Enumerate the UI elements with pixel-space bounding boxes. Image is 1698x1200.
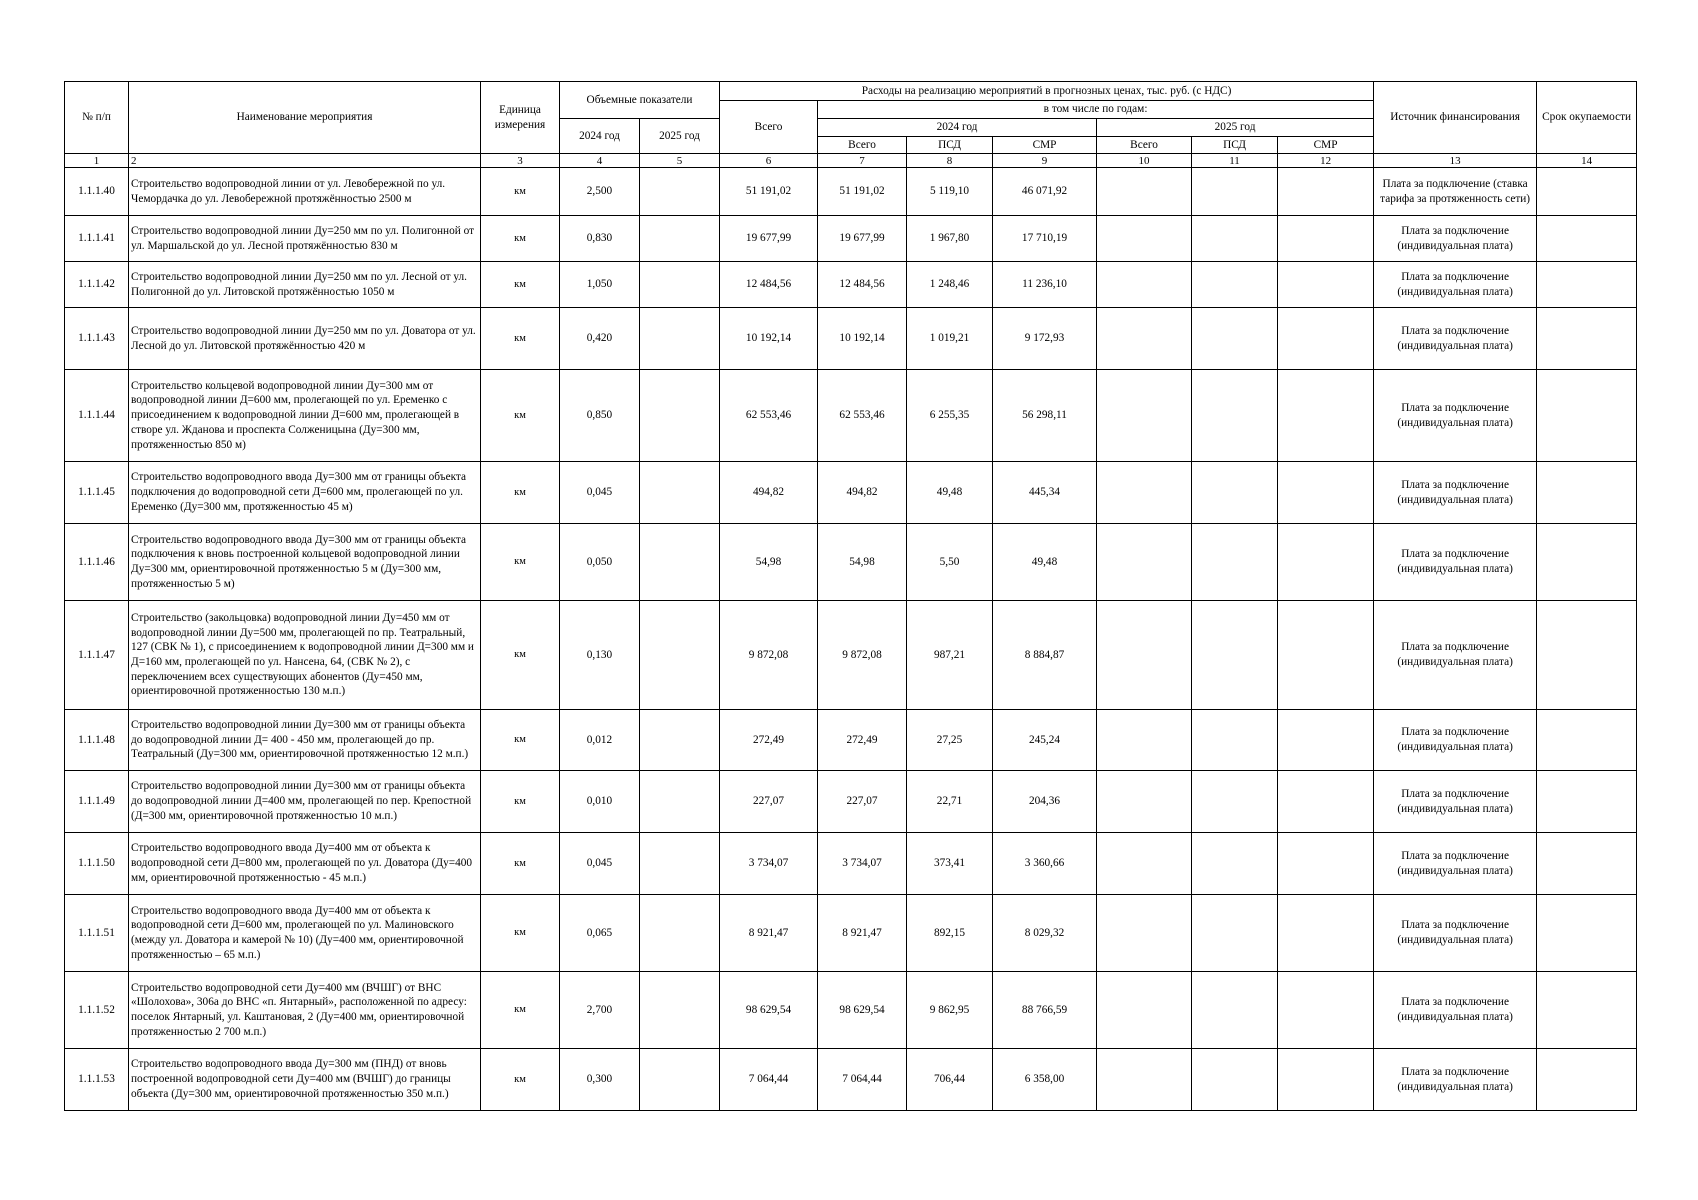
table-row (65, 833, 1637, 895)
row-name: Строительство водопроводной сети Ду=400 мм (ВЧШГ) от ВНС «Шолохова», 306а до ВНС «п. Янтарный», расположенной по адресу: поселок Янтарный, ул. Каштановая, 2 (Ду=400 мм, ориентировочной протяженностью 2 700 м.п.) (129, 972, 481, 1049)
row-total-2025 (1097, 1049, 1192, 1111)
row-smr-2024: 9 172,93 (993, 308, 1097, 370)
row-source: Плата за подключение (индивидуальная плата) (1374, 601, 1537, 710)
row-total-2025 (1097, 972, 1192, 1049)
row-payback (1537, 1049, 1637, 1111)
row-psd-2025 (1192, 895, 1278, 972)
row-smr-2024: 46 071,92 (993, 168, 1097, 216)
row-total: 7 064,44 (720, 1049, 818, 1111)
row-smr-2025 (1278, 895, 1374, 972)
column-number: 5 (640, 154, 720, 168)
table-row (65, 524, 1637, 601)
row-smr-2025 (1278, 833, 1374, 895)
header-total: Всего (720, 101, 818, 154)
row-total-2024: 3 734,07 (818, 833, 907, 895)
header-year-2024: 2024 год (818, 119, 1097, 137)
row-total-2025 (1097, 308, 1192, 370)
row-number: 1.1.1.45 (65, 462, 129, 524)
row-total-2025 (1097, 833, 1192, 895)
row-unit: км (481, 462, 560, 524)
row-volume-2025 (640, 216, 720, 262)
row-name: Строительство водопроводного ввода Ду=400 мм от объекта к водопроводной сети Д=600 мм, пролегающей по ул. Малиновского (между ул. Доватора и камерой № 10) (Ду=400 мм, ориентировочной протяженностью – 65 м.п.) (129, 895, 481, 972)
row-psd-2024: 22,71 (907, 771, 993, 833)
row-source: Плата за подключение (индивидуальная плата) (1374, 972, 1537, 1049)
row-unit: км (481, 771, 560, 833)
row-total: 62 553,46 (720, 370, 818, 462)
row-source: Плата за подключение (индивидуальная плата) (1374, 308, 1537, 370)
row-source: Плата за подключение (индивидуальная плата) (1374, 833, 1537, 895)
row-total: 51 191,02 (720, 168, 818, 216)
header-smr-2025: СМР (1278, 137, 1374, 154)
row-payback (1537, 370, 1637, 462)
row-total-2024: 62 553,46 (818, 370, 907, 462)
row-source: Плата за подключение (ставка тарифа за протяженность сети) (1374, 168, 1537, 216)
row-psd-2025 (1192, 308, 1278, 370)
row-payback (1537, 710, 1637, 771)
row-smr-2025 (1278, 524, 1374, 601)
column-number: 9 (993, 154, 1097, 168)
row-payback (1537, 771, 1637, 833)
row-name: Строительство водопроводной линии Ду=300 мм от границы объекта до водопроводной линии Д=400 мм, пролегающей по пер. Крепостной (Д=300 мм, ориентировочной протяженностью 10 м.п.) (129, 771, 481, 833)
row-volume-2025 (640, 308, 720, 370)
table-row (65, 771, 1637, 833)
row-psd-2025 (1192, 262, 1278, 308)
row-total-2025 (1097, 168, 1192, 216)
column-number: 4 (560, 154, 640, 168)
row-payback (1537, 833, 1637, 895)
column-number: 14 (1537, 154, 1637, 168)
row-volume-2024: 0,420 (560, 308, 640, 370)
row-psd-2025 (1192, 833, 1278, 895)
row-source: Плата за подключение (индивидуальная плата) (1374, 895, 1537, 972)
row-volume-2025 (640, 771, 720, 833)
investment-program-table (64, 81, 1637, 1111)
table-row (65, 895, 1637, 972)
row-smr-2025 (1278, 216, 1374, 262)
row-name: Строительство водопроводной линии Ду=250 мм по ул. Полигонной от ул. Маршальской до ул. Лесной протяжённостью 830 м (129, 216, 481, 262)
row-psd-2024: 1 967,80 (907, 216, 993, 262)
row-payback (1537, 308, 1637, 370)
row-psd-2025 (1192, 1049, 1278, 1111)
column-number: 13 (1374, 154, 1537, 168)
row-total-2024: 10 192,14 (818, 308, 907, 370)
row-smr-2024: 8 029,32 (993, 895, 1097, 972)
row-unit: км (481, 524, 560, 601)
row-source: Плата за подключение (индивидуальная плата) (1374, 262, 1537, 308)
row-total-2024: 12 484,56 (818, 262, 907, 308)
header-volume: Объемные показатели (560, 82, 720, 119)
row-name: Строительство водопроводной линии Ду=250 мм по ул. Лесной от ул. Полигонной до ул. Литовской протяжённостью 1050 м (129, 262, 481, 308)
row-number: 1.1.1.53 (65, 1049, 129, 1111)
row-psd-2025 (1192, 462, 1278, 524)
row-volume-2025 (640, 710, 720, 771)
row-payback (1537, 462, 1637, 524)
table-row (65, 972, 1637, 1049)
row-volume-2025 (640, 168, 720, 216)
row-smr-2024: 17 710,19 (993, 216, 1097, 262)
column-number: 7 (818, 154, 907, 168)
header-total-2025: Всего (1097, 137, 1192, 154)
table-row (65, 308, 1637, 370)
header-source: Источник финансирования (1374, 82, 1537, 154)
row-volume-2025 (640, 833, 720, 895)
row-number: 1.1.1.41 (65, 216, 129, 262)
row-payback (1537, 972, 1637, 1049)
row-volume-2025 (640, 262, 720, 308)
row-smr-2024: 245,24 (993, 710, 1097, 771)
row-source: Плата за подключение (индивидуальная плата) (1374, 771, 1537, 833)
row-smr-2025 (1278, 601, 1374, 710)
row-psd-2025 (1192, 168, 1278, 216)
row-smr-2025 (1278, 168, 1374, 216)
row-volume-2024: 0,045 (560, 462, 640, 524)
row-payback (1537, 601, 1637, 710)
row-smr-2024: 88 766,59 (993, 972, 1097, 1049)
row-volume-2025 (640, 462, 720, 524)
row-smr-2024: 204,36 (993, 771, 1097, 833)
header-psd-2025: ПСД (1192, 137, 1278, 154)
row-psd-2024: 27,25 (907, 710, 993, 771)
row-volume-2025 (640, 524, 720, 601)
row-name: Строительство водопроводного ввода Ду=300 мм (ПНД) от вновь построенной водопроводной сети Ду=400 мм (ВЧШГ) до границы объекта (Ду=300 мм, ориентировочной протяженностью 350 м.п.) (129, 1049, 481, 1111)
row-unit: км (481, 216, 560, 262)
row-psd-2025 (1192, 216, 1278, 262)
column-number: 1 (65, 154, 129, 168)
row-name: Строительство кольцевой водопроводной линии Ду=300 мм от водопроводной линии Д=600 мм, пролегающей по ул. Еременко с присоединением к водопроводной линии Д=600 мм, пролегающей в створе ул. Жданова и проспекта Солженицына (Ду=300 мм, протяженностью 850 м) (129, 370, 481, 462)
row-number: 1.1.1.52 (65, 972, 129, 1049)
row-total: 10 192,14 (720, 308, 818, 370)
row-number: 1.1.1.51 (65, 895, 129, 972)
row-volume-2024: 0,050 (560, 524, 640, 601)
row-psd-2025 (1192, 370, 1278, 462)
table-row (65, 601, 1637, 710)
row-unit: км (481, 601, 560, 710)
row-total: 8 921,47 (720, 895, 818, 972)
row-psd-2024: 1 248,46 (907, 262, 993, 308)
row-volume-2025 (640, 1049, 720, 1111)
row-psd-2025 (1192, 710, 1278, 771)
row-smr-2024: 8 884,87 (993, 601, 1097, 710)
row-name: Строительство водопроводной линии Ду=250 мм по ул. Доватора от ул. Лесной до ул. Литовской протяжённостью 420 м (129, 308, 481, 370)
row-total-2025 (1097, 370, 1192, 462)
row-number: 1.1.1.47 (65, 601, 129, 710)
table-row (65, 370, 1637, 462)
column-number: 3 (481, 154, 560, 168)
column-number: 8 (907, 154, 993, 168)
row-volume-2025 (640, 972, 720, 1049)
table-row (65, 1049, 1637, 1111)
row-payback (1537, 262, 1637, 308)
row-total: 272,49 (720, 710, 818, 771)
row-smr-2025 (1278, 308, 1374, 370)
row-psd-2024: 373,41 (907, 833, 993, 895)
row-payback (1537, 524, 1637, 601)
row-name: Строительство водопроводного ввода Ду=300 мм от границы объекта подключения к вновь построенной кольцевой водопроводной линии Ду=300 мм, ориентировочной протяженностью 5 м (Ду=300 мм, протяженностью 5 м) (129, 524, 481, 601)
row-total: 227,07 (720, 771, 818, 833)
row-source: Плата за подключение (индивидуальная плата) (1374, 462, 1537, 524)
column-number: 10 (1097, 154, 1192, 168)
row-total: 12 484,56 (720, 262, 818, 308)
row-number: 1.1.1.48 (65, 710, 129, 771)
row-volume-2025 (640, 895, 720, 972)
row-name: Строительство водопроводного ввода Ду=300 мм от границы объекта подключения до водопроводной сети Д=600 мм, пролегающей по ул. Еременко (Ду=300 мм, протяженностью 45 м) (129, 462, 481, 524)
row-unit: км (481, 895, 560, 972)
row-volume-2024: 0,300 (560, 1049, 640, 1111)
row-psd-2025 (1192, 771, 1278, 833)
row-psd-2024: 892,15 (907, 895, 993, 972)
row-total: 494,82 (720, 462, 818, 524)
row-number: 1.1.1.44 (65, 370, 129, 462)
row-total-2024: 494,82 (818, 462, 907, 524)
row-total-2024: 98 629,54 (818, 972, 907, 1049)
row-volume-2025 (640, 601, 720, 710)
row-unit: км (481, 833, 560, 895)
row-total-2025 (1097, 262, 1192, 308)
row-source: Плата за подключение (индивидуальная плата) (1374, 1049, 1537, 1111)
row-payback (1537, 895, 1637, 972)
row-number: 1.1.1.50 (65, 833, 129, 895)
row-total-2025 (1097, 895, 1192, 972)
row-name: Строительство водопроводной линии от ул. Левобережной по ул. Чемордачка до ул. Левобережной протяжённостью 2500 м (129, 168, 481, 216)
row-psd-2025 (1192, 972, 1278, 1049)
row-total: 3 734,07 (720, 833, 818, 895)
row-total: 98 629,54 (720, 972, 818, 1049)
row-smr-2024: 3 360,66 (993, 833, 1097, 895)
row-smr-2025 (1278, 462, 1374, 524)
row-total: 54,98 (720, 524, 818, 601)
row-total-2024: 227,07 (818, 771, 907, 833)
row-psd-2024: 6 255,35 (907, 370, 993, 462)
column-number: 6 (720, 154, 818, 168)
row-psd-2025 (1192, 524, 1278, 601)
row-unit: км (481, 1049, 560, 1111)
row-volume-2024: 1,050 (560, 262, 640, 308)
row-total-2024: 9 872,08 (818, 601, 907, 710)
row-psd-2024: 706,44 (907, 1049, 993, 1111)
row-volume-2024: 0,010 (560, 771, 640, 833)
row-psd-2024: 5,50 (907, 524, 993, 601)
row-smr-2025 (1278, 771, 1374, 833)
header-payback: Срок окупаемости (1537, 82, 1637, 154)
row-source: Плата за подключение (индивидуальная плата) (1374, 216, 1537, 262)
row-volume-2024: 0,130 (560, 601, 640, 710)
header-smr-2024: СМР (993, 137, 1097, 154)
header-np: № п/п (65, 82, 129, 154)
row-smr-2025 (1278, 972, 1374, 1049)
row-unit: км (481, 710, 560, 771)
row-unit: км (481, 262, 560, 308)
row-smr-2025 (1278, 710, 1374, 771)
row-total-2025 (1097, 601, 1192, 710)
row-volume-2024: 0,012 (560, 710, 640, 771)
row-volume-2024: 2,700 (560, 972, 640, 1049)
header-vol-2025: 2025 год (640, 119, 720, 154)
row-total-2024: 51 191,02 (818, 168, 907, 216)
row-psd-2024: 5 119,10 (907, 168, 993, 216)
row-source: Плата за подключение (индивидуальная плата) (1374, 524, 1537, 601)
row-volume-2024: 0,065 (560, 895, 640, 972)
header-unit: Единица измерения (481, 82, 560, 154)
row-total-2025 (1097, 710, 1192, 771)
row-smr-2025 (1278, 370, 1374, 462)
row-total-2025 (1097, 771, 1192, 833)
row-total-2025 (1097, 524, 1192, 601)
row-psd-2024: 49,48 (907, 462, 993, 524)
column-number: 2 (129, 154, 481, 168)
column-number-row (65, 154, 1637, 168)
header-expenses: Расходы на реализацию мероприятий в прогнозных ценах, тыс. руб. (с НДС) (720, 82, 1374, 101)
table-row (65, 462, 1637, 524)
row-name: Строительство водопроводного ввода Ду=400 мм от объекта к водопроводной сети Д=800 мм, пролегающей по ул. Доватора (Ду=400 мм, ориентировочной протяженностью - 45 м.п.) (129, 833, 481, 895)
row-payback (1537, 216, 1637, 262)
row-smr-2024: 11 236,10 (993, 262, 1097, 308)
row-unit: км (481, 168, 560, 216)
table-row (65, 710, 1637, 771)
row-unit: км (481, 370, 560, 462)
header-by-years: в том числе по годам: (818, 101, 1374, 119)
table-row (65, 262, 1637, 308)
row-total-2025 (1097, 462, 1192, 524)
row-total-2025 (1097, 216, 1192, 262)
table-row (65, 168, 1637, 216)
row-volume-2025 (640, 370, 720, 462)
row-smr-2024: 56 298,11 (993, 370, 1097, 462)
row-psd-2024: 1 019,21 (907, 308, 993, 370)
row-unit: км (481, 972, 560, 1049)
row-total-2024: 54,98 (818, 524, 907, 601)
column-number: 12 (1278, 154, 1374, 168)
row-total-2024: 19 677,99 (818, 216, 907, 262)
row-volume-2024: 0,045 (560, 833, 640, 895)
row-number: 1.1.1.43 (65, 308, 129, 370)
header-total-2024: Всего (818, 137, 907, 154)
row-number: 1.1.1.49 (65, 771, 129, 833)
header-psd-2024: ПСД (907, 137, 993, 154)
row-name: Строительство водопроводной линии Ду=300 мм от границы объекта до водопроводной линии Д= 400 - 450 мм, пролегающей до пр. Театральный (Ду=300 мм, ориентировочной протяженностью 12 м.п.) (129, 710, 481, 771)
row-total-2024: 8 921,47 (818, 895, 907, 972)
row-total-2024: 7 064,44 (818, 1049, 907, 1111)
row-unit: км (481, 308, 560, 370)
header-year-2025: 2025 год (1097, 119, 1374, 137)
row-volume-2024: 0,830 (560, 216, 640, 262)
header-vol-2024: 2024 год (560, 119, 640, 154)
row-smr-2024: 49,48 (993, 524, 1097, 601)
header-name: Наименование мероприятия (129, 82, 481, 154)
row-number: 1.1.1.42 (65, 262, 129, 308)
row-number: 1.1.1.46 (65, 524, 129, 601)
row-psd-2025 (1192, 601, 1278, 710)
row-smr-2025 (1278, 1049, 1374, 1111)
row-volume-2024: 2,500 (560, 168, 640, 216)
row-psd-2024: 987,21 (907, 601, 993, 710)
row-total: 9 872,08 (720, 601, 818, 710)
row-total-2024: 272,49 (818, 710, 907, 771)
row-volume-2024: 0,850 (560, 370, 640, 462)
row-payback (1537, 168, 1637, 216)
row-psd-2024: 9 862,95 (907, 972, 993, 1049)
row-total: 19 677,99 (720, 216, 818, 262)
row-smr-2024: 445,34 (993, 462, 1097, 524)
table-row (65, 216, 1637, 262)
row-name: Строительство (закольцовка) водопроводной линии Ду=450 мм от водопроводной линии Ду=500 мм, пролегающей по пр. Театральный, 127 (СВК № 1), с присоединением к водопроводной линии Д=300 мм и Д=160 мм, пролегающей по ул. Нансена, 64, (СВК № 2), с переключением всех существующих абонентов (Ду=450 мм, ориентировочной протяженностью 130 м.п.) (129, 601, 481, 710)
row-smr-2025 (1278, 262, 1374, 308)
row-source: Плата за подключение (индивидуальная плата) (1374, 370, 1537, 462)
row-smr-2024: 6 358,00 (993, 1049, 1097, 1111)
column-number: 11 (1192, 154, 1278, 168)
row-number: 1.1.1.40 (65, 168, 129, 216)
row-source: Плата за подключение (индивидуальная плата) (1374, 710, 1537, 771)
